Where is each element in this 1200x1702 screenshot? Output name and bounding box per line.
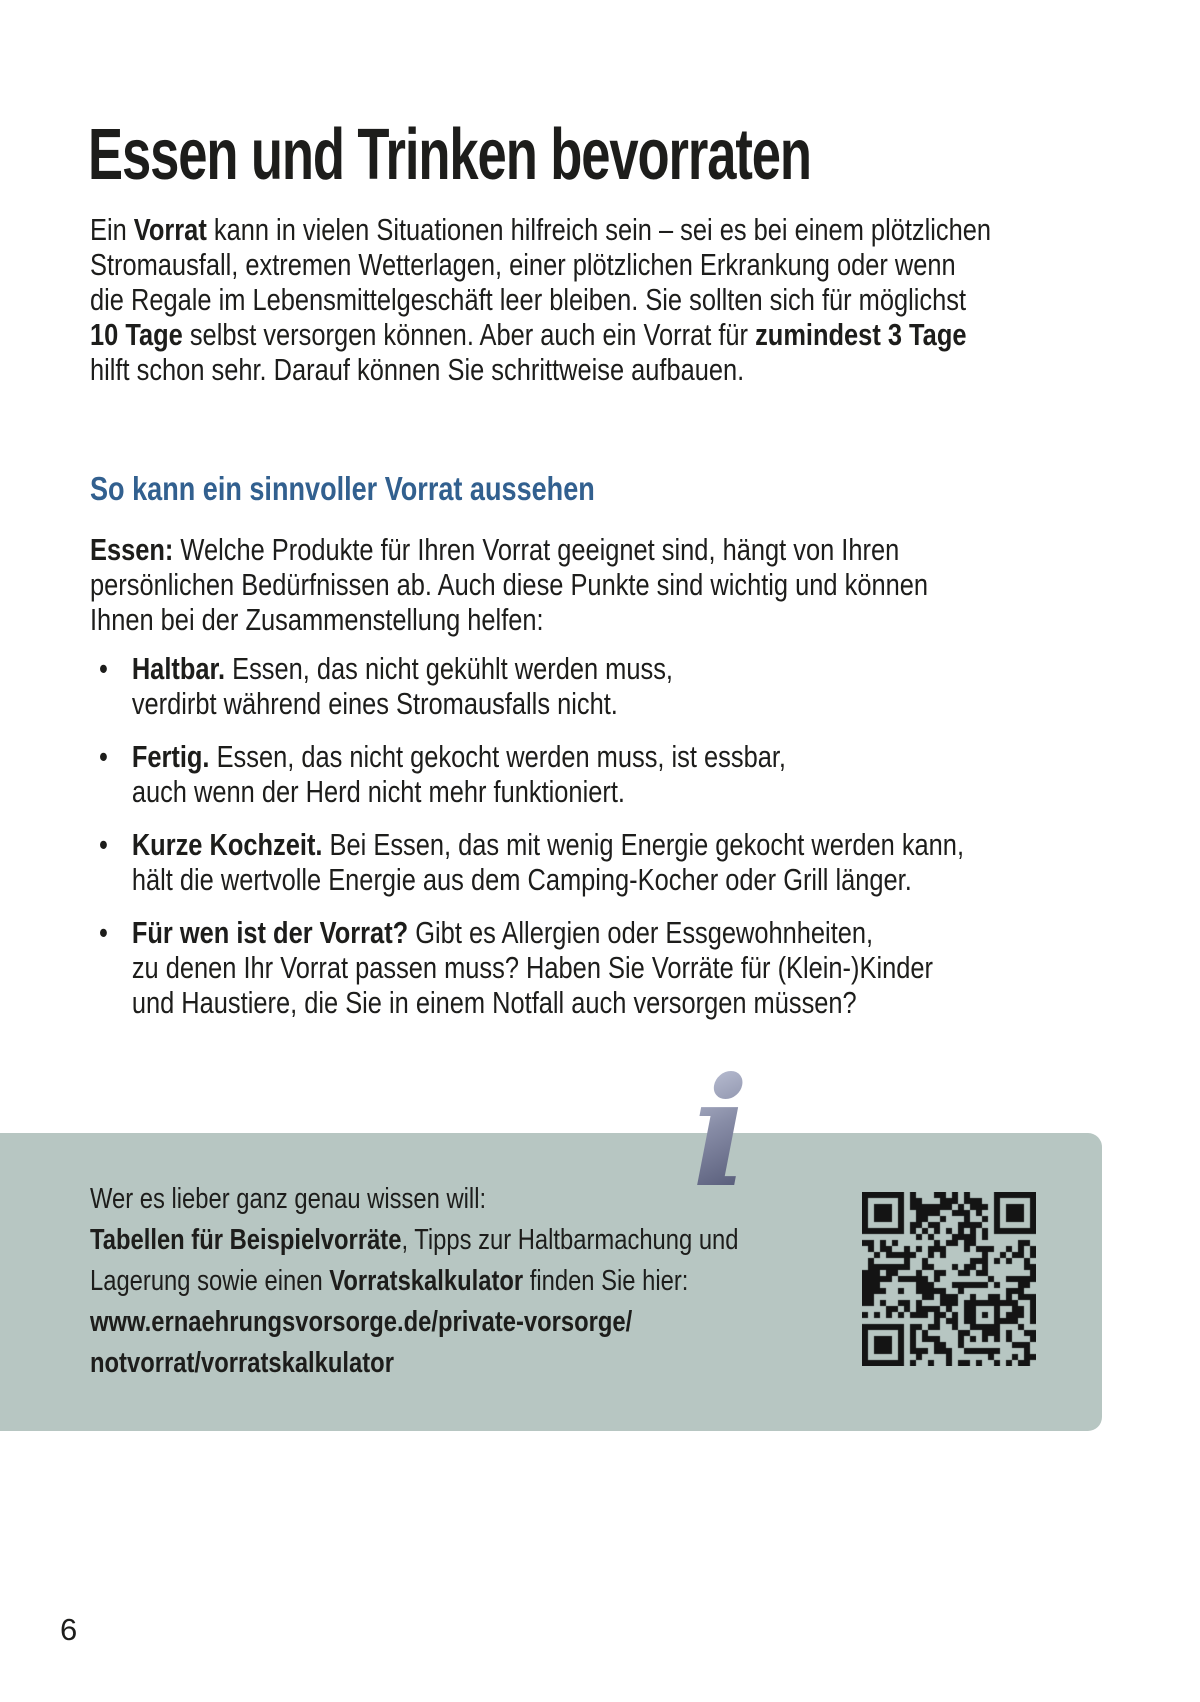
bullet-text: Haltbar. Essen, das nicht gekühlt werden muss, verdirbt während eines Stromausfalls nicht. [131, 651, 673, 721]
bullet-dot-icon: • [99, 651, 108, 686]
page-title: Essen und Trinken bevorraten [88, 115, 811, 195]
bullet-dot-icon: • [99, 827, 108, 862]
info-icon: i [692, 1045, 749, 1221]
bullet-text: Für wen ist der Vorrat? Gibt es Allergien oder Essgewohnheiten, zu denen Ihr Vorrat passen muss? Haben Sie Vorräte für (Klein-)Kinder und Haustiere, die Sie in einem Notfall auch versorgen müssen? [131, 915, 933, 1020]
bullet-item [90, 651, 964, 721]
info-box-text: Wer es lieber ganz genau wissen will: Tabellen für Beispielvorräte, Tipps zur Haltbarmachung und Lagerung sowie einen Vorratskalkulator finden Sie hier: www.ernaehrungsvorsorge.de/private-vorsorge/ notvorrat/vorratskalkulator [90, 1183, 739, 1379]
bullet-item [90, 739, 964, 809]
bullet-text: Kurze Kochzeit. Bei Essen, das mit wenig Energie gekocht werden kann, hält die wertvolle Energie aus dem Camping-Kocher oder Grill länger. [131, 827, 965, 897]
bullet-dot-icon: • [99, 915, 108, 950]
intro-paragraph: Ein Vorrat kann in vielen Situationen hilfreich sein – sei es bei einem plötzlichen Stromausfall, extremen Wetterlagen, einer plötzlichen Erkrankung oder wenn die Regale im Lebensmittelgeschäft leer bleiben. Sie sollten sich für möglichst 10 Tage selbst versorgen können. Aber auch ein Vorrat für zumindest 3 Tage hilft schon sehr. Darauf können Sie schrittweise aufbauen. [90, 212, 992, 387]
bullet-item [90, 915, 964, 1020]
section-intro-paragraph: Essen: Welche Produkte für Ihren Vorrat geeignet sind, hängt von Ihren persönlichen Bedürfnissen ab. Auch diese Punkte sind wichtig und können Ihnen bei der Zusammenstellung helfen: [90, 532, 929, 637]
info-box [0, 1133, 1102, 1431]
bullet-item [90, 827, 964, 897]
bullet-text: Fertig. Essen, das nicht gekocht werden muss, ist essbar, auch wenn der Herd nicht mehr funktioniert. [131, 739, 786, 809]
qr-code [862, 1192, 1036, 1366]
bullet-list [90, 651, 964, 1038]
bullet-dot-icon: • [99, 739, 108, 774]
page-number: 6 [60, 1612, 78, 1647]
section-heading: So kann ein sinnvoller Vorrat aussehen [90, 470, 595, 507]
